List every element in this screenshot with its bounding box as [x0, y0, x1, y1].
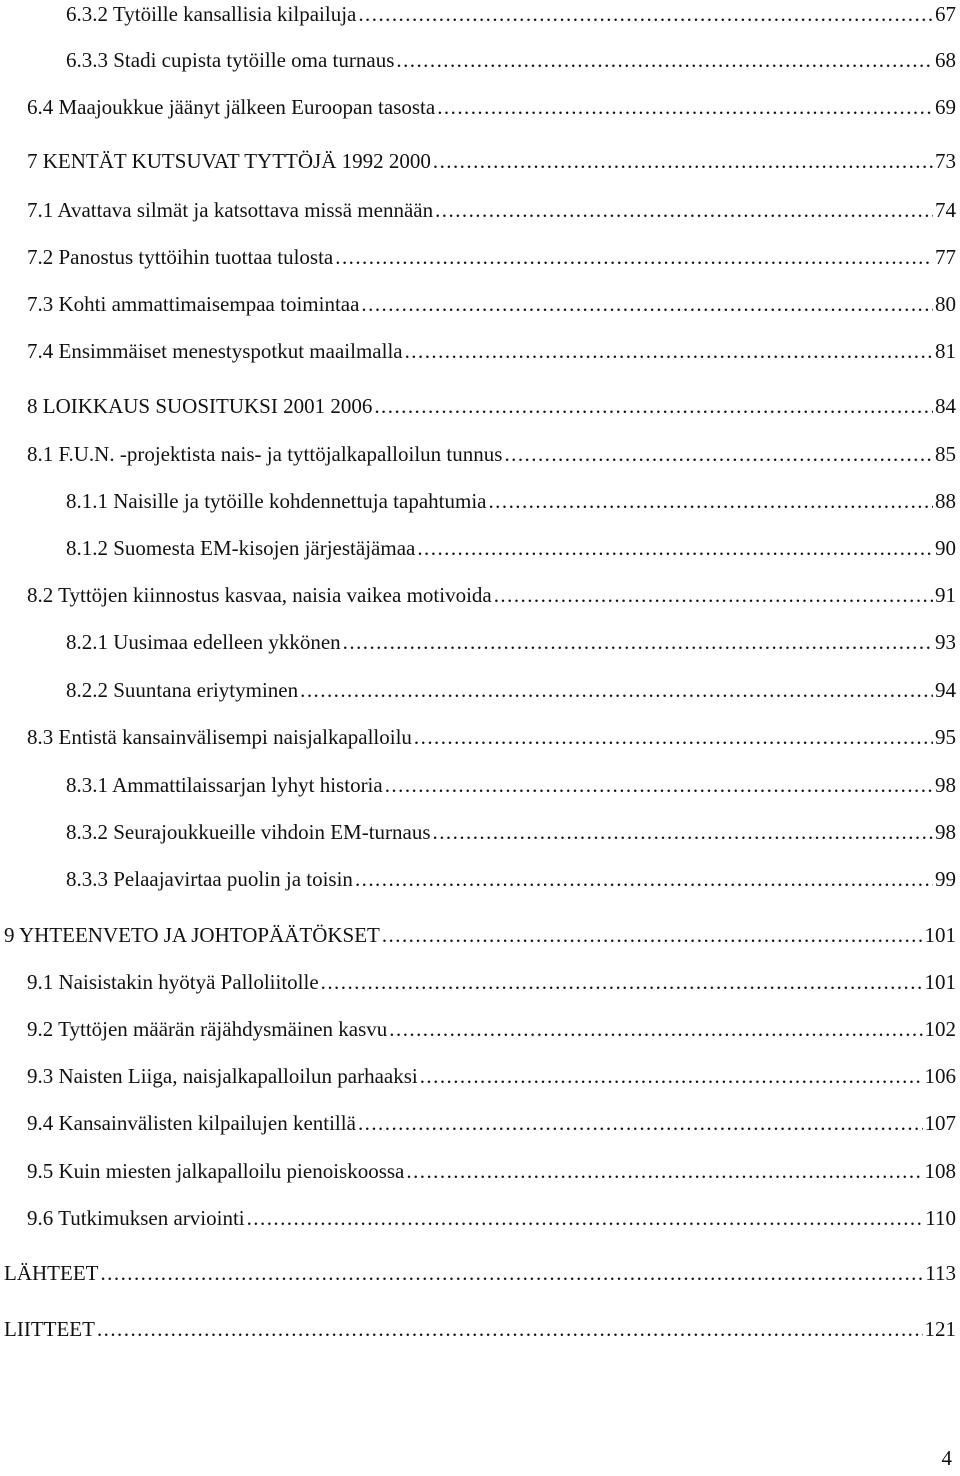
toc-leader-dots [405, 337, 933, 365]
toc-entry-title: LIITTEET [4, 1317, 95, 1341]
toc-entry[interactable] [66, 487, 956, 515]
toc-entry[interactable] [27, 196, 956, 224]
toc-entry-page: 106 [924, 1064, 956, 1088]
toc-entry-page: 90 [935, 536, 956, 560]
toc-entry[interactable] [66, 534, 956, 562]
toc-entry-title: 8.2.1 Uusimaa edelleen ykkönen [66, 630, 341, 654]
toc-entry-title: 8.3.2 Seurajoukkueille vihdoin EM-turnaus [66, 820, 431, 844]
toc-entry[interactable] [66, 771, 956, 799]
toc-entry-title: 9.3 Naisten Liiga, naisjalkapalloilun parhaaksi [27, 1064, 418, 1088]
toc-entry[interactable] [27, 1015, 956, 1043]
toc-entry-page: 80 [935, 292, 956, 316]
toc-leader-dots [417, 534, 933, 562]
toc-entry-page: 81 [935, 339, 956, 363]
toc-leader-dots [420, 1062, 923, 1090]
toc-leader-dots [343, 628, 933, 656]
toc-entry[interactable] [27, 440, 956, 468]
toc-entry-title: 8.1.2 Suomesta EM-kisojen järjestäjämaa [66, 536, 416, 560]
toc-leader-dots [358, 1109, 923, 1137]
toc-entry-page: 108 [924, 1159, 956, 1183]
toc-entry-title: 8.1 F.U.N. -projektista nais- ja tyttöjalkapalloilun tunnus [27, 442, 503, 466]
toc-entry-page: 95 [935, 725, 956, 749]
toc-leader-dots [389, 1015, 922, 1043]
toc-entry-page: 102 [924, 1017, 956, 1041]
toc-entry-title: 7 KENTÄT KUTSUVAT TYTTÖJÄ 1992 2000 [27, 149, 431, 173]
toc-entry[interactable] [27, 392, 956, 420]
toc-entry-title: 8.3.3 Pelaajavirtaa puolin ja toisin [66, 867, 353, 891]
toc-entry[interactable] [27, 337, 956, 365]
toc-leader-dots [504, 440, 933, 468]
toc-leader-dots [100, 1259, 923, 1287]
toc-entry-title: 7.1 Avattava silmät ja katsottava missä mennään [27, 198, 434, 222]
toc-entry[interactable] [4, 1259, 956, 1287]
toc-entry-page: 85 [935, 442, 956, 466]
toc-leader-dots [385, 771, 933, 799]
toc-entry-title: 7.3 Kohti ammattimaisempaa toimintaa [27, 292, 360, 316]
toc-entry[interactable] [66, 628, 956, 656]
toc-entry-title: 7.4 Ensimmäiset menestyspotkut maailmalla [27, 339, 403, 363]
toc-leader-dots [382, 921, 923, 949]
toc-entry-page: 77 [935, 245, 956, 269]
toc-leader-dots [396, 46, 933, 74]
toc-entry-page: 101 [924, 970, 956, 994]
toc-entry-page: 68 [935, 48, 956, 72]
toc-entry-page: 98 [935, 820, 956, 844]
toc-entry-title: 9.2 Tyttöjen määrän räjähdysmäinen kasvu [27, 1017, 388, 1041]
toc-entry[interactable] [27, 243, 956, 271]
toc-leader-dots [97, 1315, 923, 1343]
toc-entry-page: 88 [935, 489, 956, 513]
toc-leader-dots [488, 487, 933, 515]
toc-entry-page: 69 [935, 95, 956, 119]
toc-entry-page: 107 [924, 1111, 956, 1135]
toc-entry-page: 94 [935, 678, 956, 702]
toc-leader-dots [435, 196, 933, 224]
toc-entry-page: 91 [935, 583, 956, 607]
toc-leader-dots [335, 243, 933, 271]
toc-entry[interactable] [27, 1062, 956, 1090]
toc-entry-title: 8.3 Entistä kansainvälisempi naisjalkapalloilu [27, 725, 412, 749]
toc-entry[interactable] [27, 1204, 956, 1232]
toc-entry-page: 84 [935, 394, 956, 418]
toc-entry[interactable] [66, 818, 956, 846]
toc-entry-title: 8.1.1 Naisille ja tytöille kohdennettuja tapahtumia [66, 489, 487, 513]
page-number: 4 [941, 1446, 952, 1470]
toc-entry-title: 9.6 Tutkimuksen arviointi [27, 1206, 245, 1230]
toc-entry-page: 113 [925, 1261, 956, 1285]
toc-leader-dots [406, 1157, 922, 1185]
toc-entry-title: 9.5 Kuin miesten jalkapalloilu pienoiskoossa [27, 1159, 405, 1183]
toc-entry[interactable] [27, 290, 956, 318]
toc-leader-dots [355, 865, 933, 893]
toc-entry[interactable] [66, 676, 956, 704]
toc-entry-page: 74 [935, 198, 956, 222]
toc-entry-title: 6.3.2 Tytöille kansallisia kilpailuja [66, 2, 357, 26]
toc-entry[interactable] [27, 147, 956, 175]
toc-entry[interactable] [66, 865, 956, 893]
toc-leader-dots [374, 392, 933, 420]
toc-leader-dots [247, 1204, 924, 1232]
toc-entry[interactable] [66, 0, 956, 28]
toc-entry-title: 7.2 Panostus tyttöihin tuottaa tulosta [27, 245, 334, 269]
toc-entry-page: 101 [924, 923, 956, 947]
toc-entry-title: 8.3.1 Ammattilaissarjan lyhyt historia [66, 773, 383, 797]
toc-entry[interactable] [27, 93, 956, 121]
toc-leader-dots [494, 581, 933, 609]
toc-leader-dots [358, 0, 933, 28]
toc-leader-dots [414, 723, 933, 751]
toc-entry-page: 98 [935, 773, 956, 797]
toc-entry[interactable] [27, 1109, 956, 1137]
toc-entry-title: 8.2.2 Suuntana eriytyminen [66, 678, 299, 702]
toc-entry-title: 6.4 Maajoukkue jäänyt jälkeen Euroopan tasosta [27, 95, 436, 119]
toc-entry-page: 93 [935, 630, 956, 654]
toc-entry-title: 8 LOIKKAUS SUOSITUKSI 2001 2006 [27, 394, 373, 418]
toc-leader-dots [321, 968, 923, 996]
toc-entry-title: 6.3.3 Stadi cupista tytöille oma turnaus [66, 48, 395, 72]
toc-entry-title: LÄHTEET [4, 1261, 99, 1285]
toc-entry-title: 9 YHTEENVETO JA JOHTOPÄÄTÖKSET [4, 923, 380, 947]
toc-leader-dots [437, 93, 933, 121]
toc-entry[interactable] [27, 968, 956, 996]
toc-entry[interactable] [27, 1157, 956, 1185]
toc-entry-title: 9.1 Naisistakin hyötyä Palloliitolle [27, 970, 319, 994]
toc-entry[interactable] [27, 581, 956, 609]
toc-entry-page: 110 [925, 1206, 956, 1230]
toc-entry-page: 99 [935, 867, 956, 891]
toc-entry-page: 67 [935, 2, 956, 26]
toc-leader-dots [433, 147, 933, 175]
toc-entry[interactable] [27, 723, 956, 751]
toc-entry[interactable] [66, 46, 956, 74]
toc-leader-dots [300, 676, 933, 704]
toc-entry-title: 8.2 Tyttöjen kiinnostus kasvaa, naisia vaikea motivoida [27, 583, 492, 607]
toc-entry-page: 121 [924, 1317, 956, 1341]
toc-entry[interactable] [4, 921, 956, 949]
toc-entry[interactable] [4, 1315, 956, 1343]
toc-entry-title: 9.4 Kansainvälisten kilpailujen kentillä [27, 1111, 356, 1135]
toc-leader-dots [361, 290, 933, 318]
toc-leader-dots [433, 818, 933, 846]
toc-entry-page: 73 [935, 149, 956, 173]
